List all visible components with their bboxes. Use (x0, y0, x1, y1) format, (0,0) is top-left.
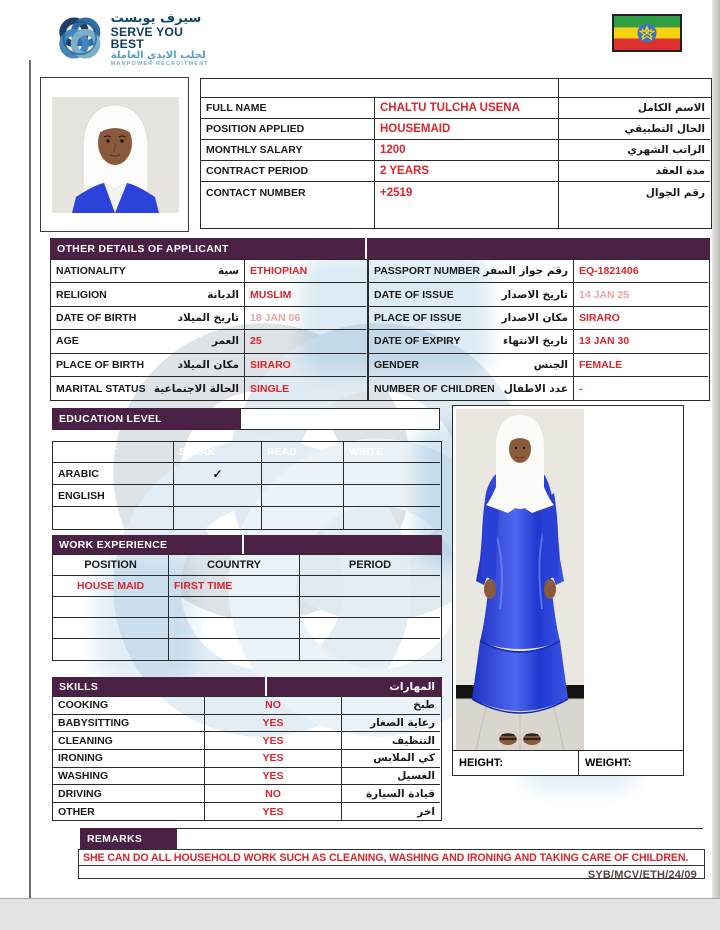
employment-header (200, 78, 712, 97)
other-details-bar-right (367, 238, 710, 259)
read-cell (262, 485, 344, 507)
other-details-right-table (368, 259, 710, 401)
field-label: CONTRACT PERIOD (201, 161, 375, 182)
field-label-ar: الراتب الشهري (559, 140, 710, 161)
scan-edge-right (712, 0, 720, 930)
field-label-ar: العمر (211, 335, 239, 348)
field-label: AGE (56, 335, 79, 348)
field-label-ar: مكان الاصدار (501, 311, 568, 324)
position-cell (53, 639, 169, 660)
field-label-ar: الحالة الاجتماعية (153, 382, 239, 395)
field-value: SIRARO (574, 307, 708, 330)
height-label: HEIGHT: (453, 751, 579, 775)
ref-label: REF: (564, 81, 589, 94)
field-label: DATE OF EXPIRY (374, 335, 461, 348)
field-label-ar: تاريخ الميلاد (177, 311, 239, 324)
skill-value: YES (205, 750, 342, 768)
language-name: ENGLISH (53, 485, 174, 507)
language-literacy-table (52, 441, 442, 530)
field-label: POSITION APPLIED (201, 119, 375, 140)
period-cell (300, 576, 440, 597)
skill-label-ar: طبخ (342, 697, 440, 715)
field-label: FULL NAME (201, 98, 375, 119)
field-label-ar: تاريخ الاصدار (501, 288, 568, 301)
skill-label-ar: التنظيف (342, 732, 440, 750)
skill-value: NO (205, 785, 342, 803)
skill-label: COOKING (53, 697, 205, 715)
field-label-ar: الديانة (207, 288, 239, 301)
position-cell (53, 618, 169, 639)
field-value: SINGLE (250, 382, 290, 395)
skill-label-ar: قيادة السيارة (342, 785, 440, 803)
speak-checkmark: ✓ (174, 463, 262, 485)
field-value: 13 JAN 30 (574, 330, 708, 353)
field-value: +2519 (375, 182, 559, 228)
other-details-left-table (50, 259, 368, 401)
other-details-bar (50, 238, 365, 259)
agency-logo (55, 12, 215, 70)
field-value: EQ-1821406 (574, 260, 708, 283)
speak-cell (174, 485, 262, 507)
skill-label-ar: كي الملابس (342, 750, 440, 768)
field-value: 18 JAN 06 (245, 307, 366, 330)
skill-label: DRIVING (53, 785, 205, 803)
field-label: PLACE OF BIRTH (56, 358, 145, 371)
field-value: MUSLIM (245, 283, 366, 306)
field-value: ETHIOPIAN (245, 260, 366, 283)
field-label: GENDER (374, 358, 419, 371)
field-label-ar: الجنس (533, 358, 568, 371)
column-header: POSITION (53, 555, 169, 576)
skill-label: CLEANING (53, 732, 205, 750)
skill-label-ar: رعاية الصغار (342, 715, 440, 733)
field-label-ar: رقم الجوال (645, 187, 705, 199)
field-label: MONTHLY SALARY (201, 140, 375, 161)
column-header: SPEAK (174, 442, 262, 463)
remarks-text: SHE CAN DO ALL HOUSEHOLD WORK SUCH AS CLEANING, WASHING AND IRONING AND TAKING CARE OF CHILDREN. (83, 851, 689, 864)
field-label-ar: تاريخ الانتهاء (503, 335, 568, 348)
language-name: ARABIC (53, 463, 174, 485)
full-photo-frame (452, 405, 684, 776)
knot-logo-icon (55, 12, 105, 64)
write-cell (344, 485, 440, 507)
remarks-title: REMARKS (87, 832, 143, 845)
field-value: 14 JAN 25 (574, 283, 708, 306)
agency-name: SERVE YOU BEST (110, 24, 184, 52)
field-label-ar: رقم جواز السفر (483, 265, 568, 278)
skill-value: YES (205, 715, 342, 733)
education-level-bar (52, 408, 240, 430)
period-cell (300, 597, 440, 618)
employment-title: EMPLOYMENT DETAILS (201, 79, 559, 97)
field-label-ar: الاسم الكامل (559, 98, 710, 119)
field-value: HOUSEMAID (375, 119, 559, 140)
period-cell (300, 618, 440, 639)
field-value: FEMALE (574, 354, 708, 377)
column-header: READ (262, 442, 344, 463)
applicant-portrait-photo (52, 97, 179, 213)
country-cell (169, 639, 300, 660)
column-header: WRITE (344, 442, 440, 463)
agency-tagline-arabic: لجلب الايدي العاملة (110, 50, 206, 62)
skill-value: NO (205, 697, 342, 715)
skill-label: OTHER (53, 803, 205, 821)
skills-title-ar: المهارات (389, 680, 435, 693)
scan-edge-left (29, 60, 31, 898)
field-label: CONTACT NUMBER (201, 182, 375, 228)
speak-cell (174, 507, 262, 529)
field-label: PASSPORT NUMBER (374, 265, 480, 278)
field-value: SIRARO (245, 354, 366, 377)
field-value: 25 (245, 330, 366, 353)
skill-label: WASHING (53, 768, 205, 786)
field-label-ar: عدد الاطفال (503, 382, 568, 395)
read-cell (262, 507, 344, 529)
agency-tagline: MANPOWER RECRUITMENT (110, 60, 209, 67)
position-cell (53, 597, 169, 618)
skills-table (52, 696, 442, 821)
skill-value: YES (205, 803, 342, 821)
field-label: RELIGION (56, 288, 107, 301)
field-label: DATE OF ISSUE (374, 288, 454, 301)
column-header: COUNTRY (169, 555, 300, 576)
field-label: NUMBER OF CHILDREN (374, 382, 495, 395)
field-value: CHALTU TULCHA USENA (375, 98, 559, 119)
write-cell (344, 463, 440, 485)
work-experience-title: WORK EXPERIENCE (59, 538, 168, 551)
period-cell (300, 639, 440, 660)
position-cell: HOUSE MAID (53, 576, 169, 597)
skill-label: BABYSITTING (53, 715, 205, 733)
country-cell (169, 618, 300, 639)
field-label: DATE OF BIRTH (56, 311, 137, 324)
skill-label-ar: الغسيل (342, 768, 440, 786)
field-label: NATIONALITY (56, 265, 126, 278)
other-details-title: OTHER DETAILS OF APPLICANT (57, 242, 229, 255)
education-level-value-box (240, 408, 440, 430)
work-experience-bar (52, 535, 442, 554)
skills-title: SKILLS (59, 680, 99, 693)
write-cell (344, 507, 440, 529)
height-weight-row (453, 750, 683, 775)
field-label-ar: سية (218, 265, 239, 278)
field-label-ar: مكان الميلاد (177, 358, 239, 371)
language-name (53, 507, 174, 529)
remarks-bar-line (177, 828, 703, 829)
read-cell (262, 463, 344, 485)
country-cell (169, 597, 300, 618)
agency-name-arabic: سيرف يوبست (110, 11, 202, 26)
passport-photo-frame (40, 77, 189, 232)
scan-edge-bottom (0, 898, 720, 930)
field-value: 1200 (375, 140, 559, 161)
weight-label: WEIGHT: (585, 757, 632, 769)
skill-value: YES (205, 732, 342, 750)
applicant-full-body-photo (456, 409, 584, 750)
document-reference-code: SYB/MCV/ETH/24/09 (587, 869, 697, 881)
education-level-title: EDUCATION LEVEL (59, 413, 162, 425)
employment-table (200, 97, 712, 229)
country-cell: FIRST TIME (169, 576, 300, 597)
field-label: MARITAL STATUS (56, 382, 146, 395)
field-value: - (579, 382, 583, 395)
field-label-ar: مدة العقد (559, 161, 710, 182)
remarks-text-box (78, 849, 705, 866)
field-label-ar: الحال التطبيقي (559, 119, 710, 140)
column-header: PERIOD (300, 555, 440, 576)
work-experience-table (52, 554, 442, 661)
field-value: 2 YEARS (375, 161, 559, 182)
column-header: LANGUAGE LITERACY (53, 442, 174, 463)
skill-label-ar: اخر (417, 805, 435, 818)
field-label: PLACE OF ISSUE (374, 311, 462, 324)
skill-value: YES (205, 768, 342, 786)
skill-label: IRONING (53, 750, 205, 768)
remarks-bar (80, 828, 177, 849)
ethiopia-flag-icon (612, 14, 682, 52)
skills-bar (52, 677, 442, 696)
